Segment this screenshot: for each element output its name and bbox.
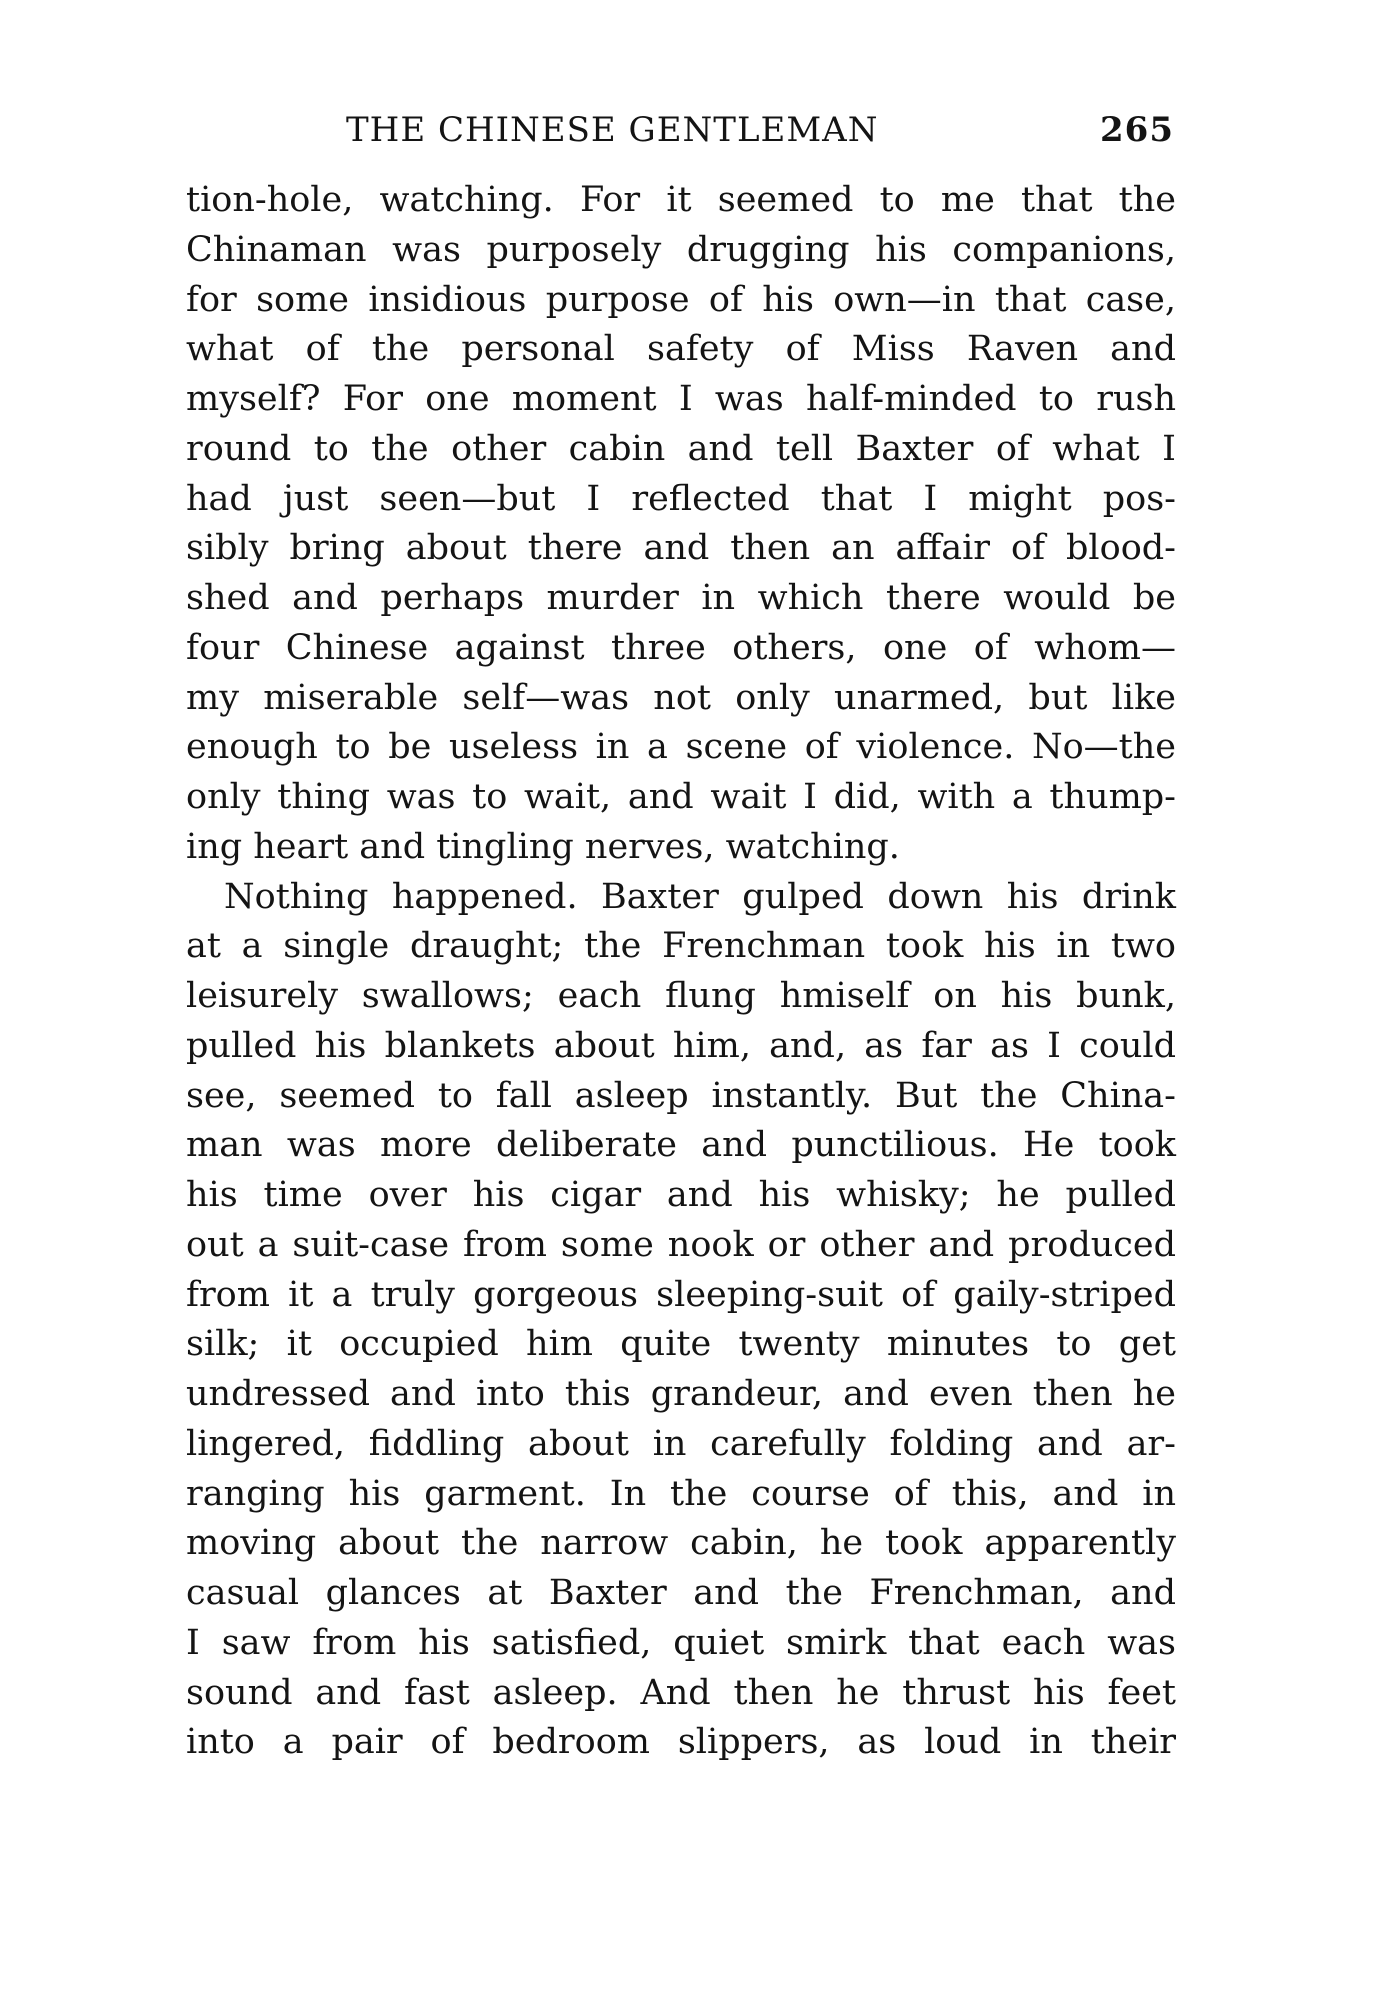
text-line: sibly bring about there and then an affair of blood- bbox=[186, 528, 1176, 569]
text-line: I saw from his satisfied, quiet smirk that each was bbox=[186, 1622, 1176, 1663]
text-line: man was more deliberate and punctilious. He took bbox=[186, 1125, 1176, 1166]
text-line: sound and fast asleep. And then he thrust his feet bbox=[186, 1672, 1176, 1713]
paragraph-start-line: Nothing happened. Baxter gulped down his drink bbox=[224, 876, 1176, 917]
text-line: moving about the narrow cabin, he took apparently bbox=[186, 1523, 1176, 1564]
text-line: myself? For one moment I was half-minded to rush bbox=[186, 379, 1176, 419]
text-line: at a single draught; the Frenchman took his in two bbox=[186, 926, 1176, 967]
text-line: enough to be useless in a scene of violence. No—the bbox=[186, 727, 1176, 768]
running-head bbox=[186, 110, 1174, 160]
text-line: leisurely swallows; each flung hmiself on his bunk, bbox=[186, 976, 1176, 1016]
text-line: see, seemed to fall asleep instantly. But the China- bbox=[186, 1075, 1176, 1116]
text-line: tion-hole, watching. For it seemed to me that the bbox=[186, 180, 1176, 220]
text-line: his time over his cigar and his whisky; he pulled bbox=[186, 1175, 1176, 1215]
page-number: 265 bbox=[1100, 110, 1174, 150]
body-text bbox=[186, 176, 1176, 1768]
text-line: silk; it occupied him quite twenty minutes to get bbox=[186, 1324, 1176, 1365]
text-line: had just seen—but I reflected that I might pos- bbox=[186, 478, 1176, 519]
text-line: lingered, fiddling about in carefully folding and ar- bbox=[186, 1423, 1176, 1464]
text-line: four Chinese against three others, one of whom— bbox=[186, 627, 1176, 668]
text-line: into a pair of bedroom slippers, as loud in their bbox=[186, 1722, 1176, 1763]
text-line: what of the personal safety of Miss Raven and bbox=[186, 329, 1176, 370]
text-line: out a suit-case from some nook or other and produced bbox=[186, 1224, 1176, 1265]
text-line: shed and perhaps murder in which there would be bbox=[186, 578, 1176, 618]
text-line: ranging his garment. In the course of this, and in bbox=[186, 1473, 1176, 1514]
text-line: casual glances at Baxter and the Frenchman, and bbox=[186, 1573, 1176, 1613]
text-line: undressed and into this grandeur, and even then he bbox=[186, 1374, 1176, 1414]
text-line: Chinaman was purposely drugging his companions, bbox=[186, 229, 1176, 270]
text-line: my miserable self—was not only unarmed, but like bbox=[186, 677, 1176, 718]
text-line: pulled his blankets about him, and, as far as I could bbox=[186, 1025, 1176, 1066]
text-line: only thing was to wait, and wait I did, with a thump- bbox=[186, 777, 1176, 817]
paragraph-end-line: ing heart and tingling nerves, watching. bbox=[186, 826, 900, 867]
text-line: for some insidious purpose of his own—in that case, bbox=[186, 279, 1176, 320]
text-line: from it a truly gorgeous sleeping-suit of gaily-striped bbox=[186, 1274, 1176, 1315]
running-title: THE CHINESE GENTLEMAN bbox=[346, 110, 879, 150]
text-line: round to the other cabin and tell Baxter of what I bbox=[186, 428, 1176, 469]
